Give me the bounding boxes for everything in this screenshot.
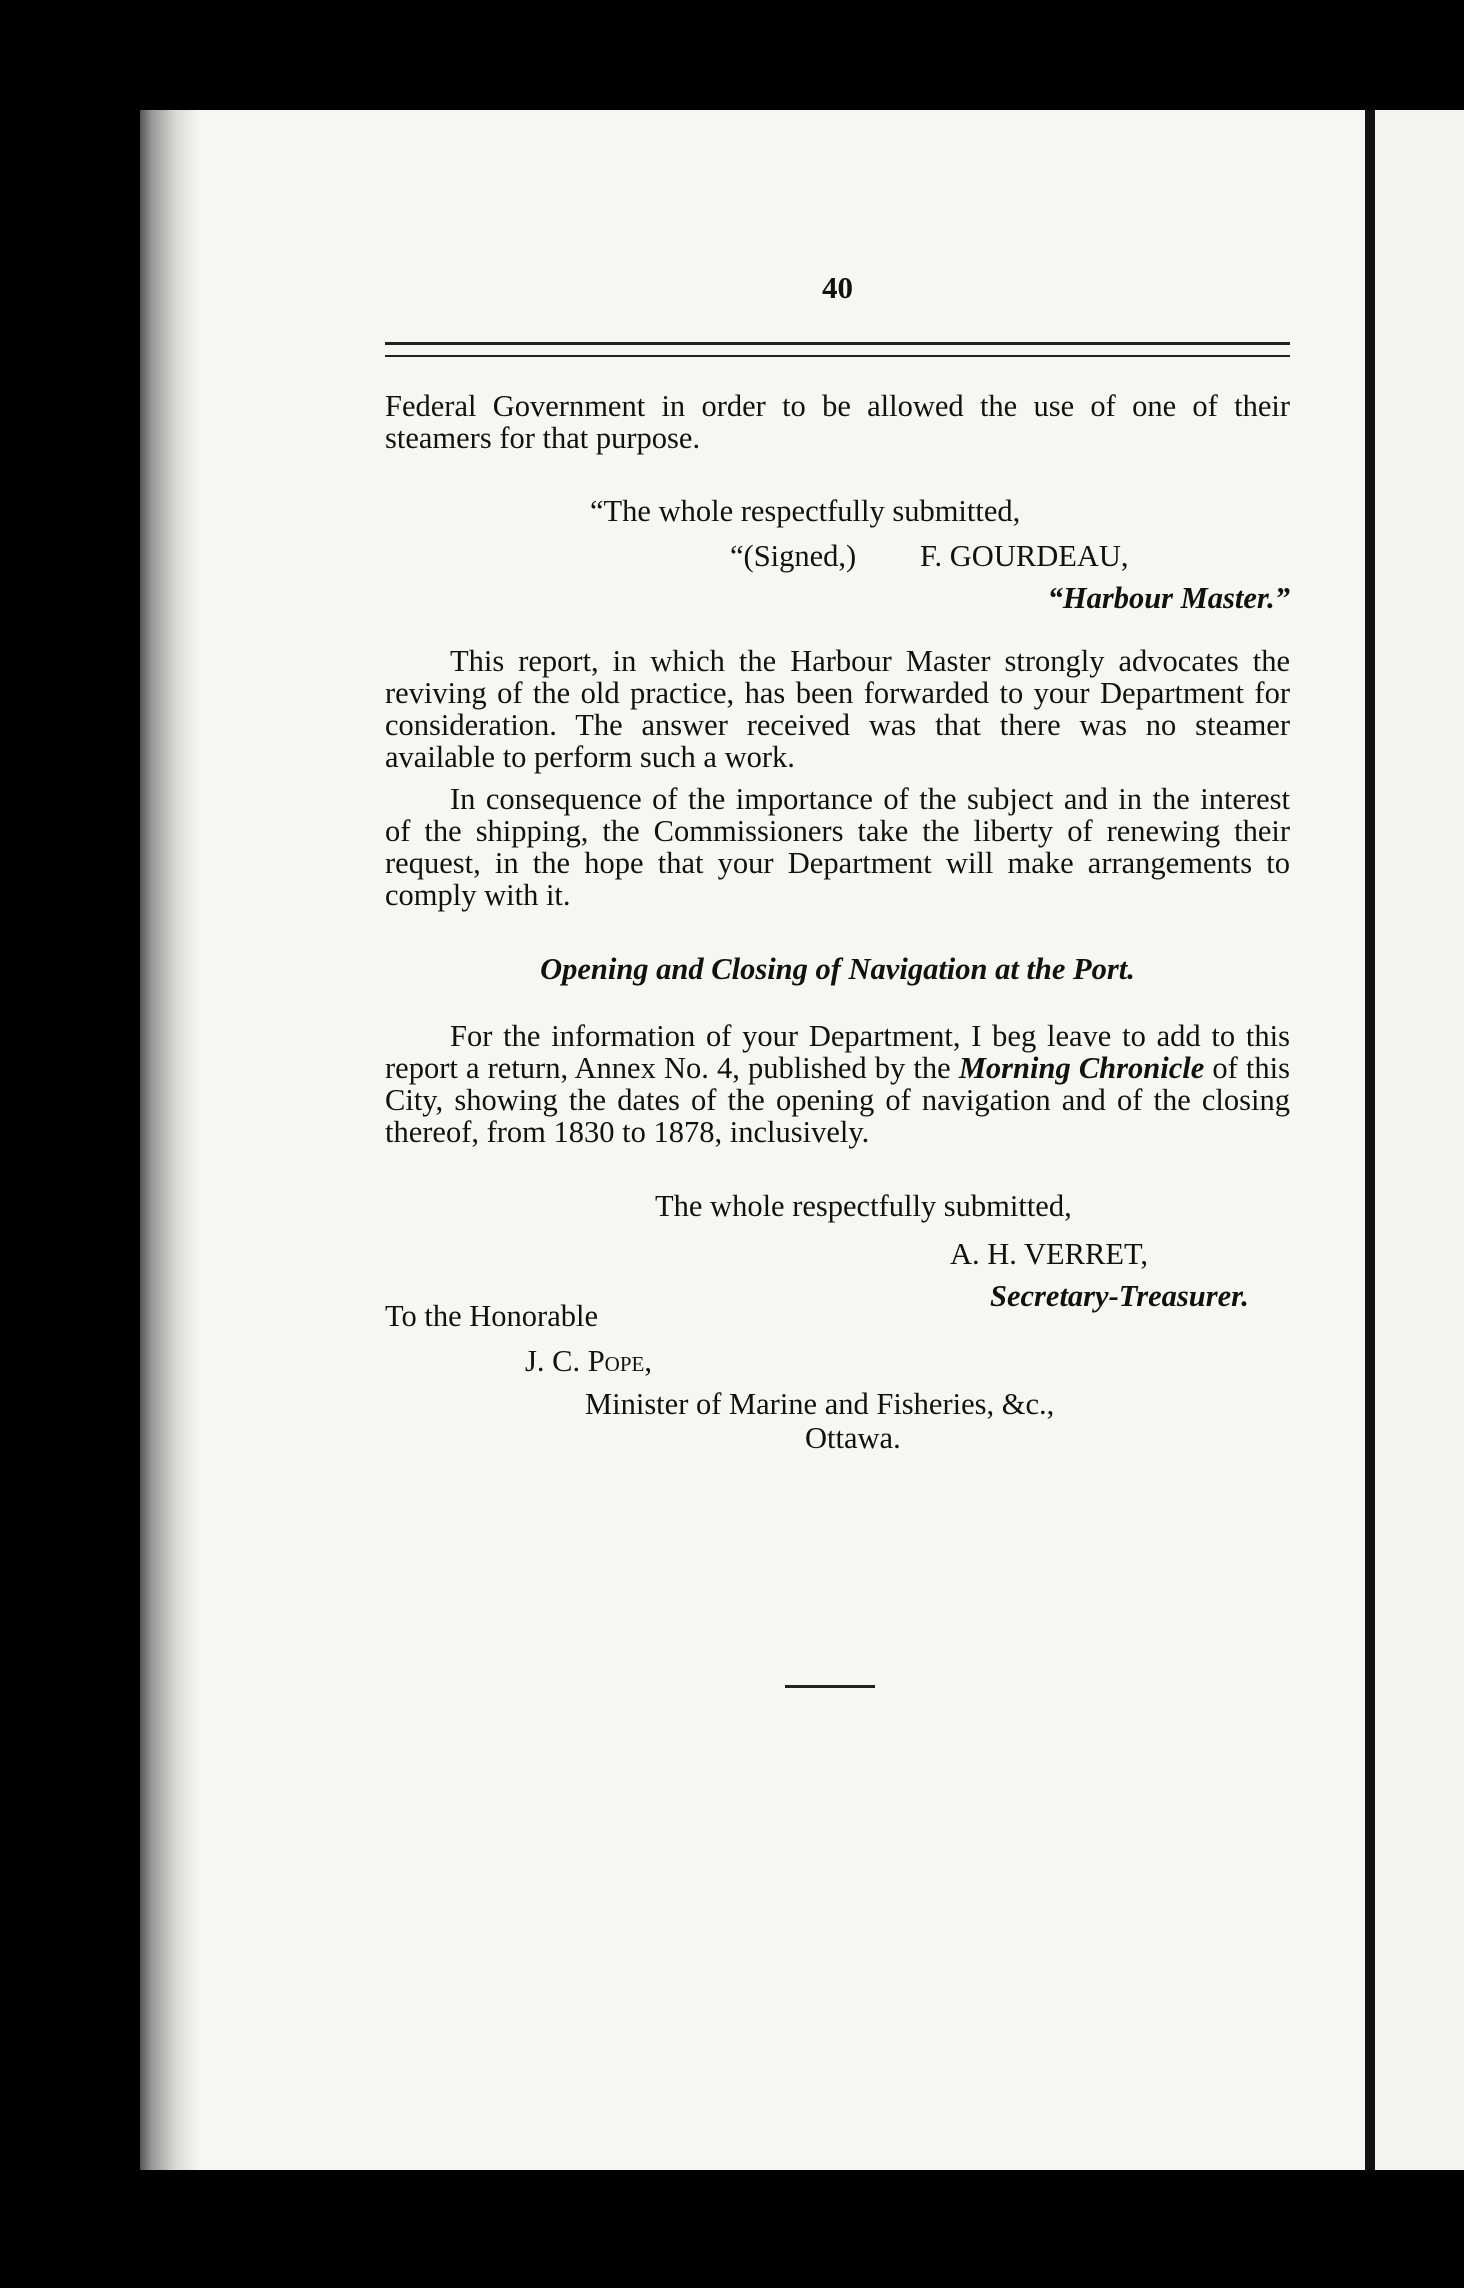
end-rule bbox=[785, 1685, 875, 1688]
section-heading bbox=[385, 953, 1290, 985]
author-name: A. H. VERRET, bbox=[950, 1237, 1148, 1271]
paragraph-report: This report, in which the Harbour Master strongly advocates the reviving of the old practice, has been forwarded to your Department for consideration. The answer received was that there was no steamer available to perform such a work. bbox=[385, 644, 1290, 774]
signed-title-text: “Harbour Master.” bbox=[1047, 581, 1290, 615]
signed-label: “(Signed,) bbox=[730, 539, 857, 573]
section-heading-text: Opening and Closing of Navigation at the Port. bbox=[540, 952, 1135, 986]
address-role: Minister of Marine and Fisheries, &c., bbox=[585, 1387, 1055, 1421]
paragraph-continuation: Federal Government in order to be allowed the use of one of their steamers for that purpose. bbox=[385, 389, 1290, 455]
address-name: J. C. Pope, bbox=[525, 1344, 652, 1378]
signed-title bbox=[385, 582, 1290, 614]
header-rule bbox=[385, 342, 1290, 357]
paragraph-information-start: For the information of your Department, I beg leave to add to this report a return, Annex No. 4, published by the bbox=[385, 1019, 1290, 1085]
adjacent-page-strip bbox=[1375, 110, 1464, 2170]
quote-line: “The whole respectfully submitted, bbox=[590, 494, 1021, 528]
paragraph-consequence: In consequence of the importance of the subject and in the interest of the shipping, the Commissioners take the liberty of renewing their request, in the hope that your Department will make arrangements to comply with it. bbox=[385, 782, 1290, 912]
paragraph-information-end: of this City, showing the dates of the opening of navigation and of the closing thereof, from 1830 to 1878, inclusively. bbox=[385, 1051, 1290, 1149]
address-city: Ottawa. bbox=[805, 1421, 901, 1455]
author-title-text: Secretary-Treasurer. bbox=[990, 1279, 1249, 1313]
address-to: To the Honorable bbox=[385, 1299, 598, 1333]
author-title bbox=[990, 1280, 1290, 1312]
newspaper-name: Morning Chronicle bbox=[958, 1051, 1205, 1085]
closing-line: The whole respectfully submitted, bbox=[655, 1189, 1072, 1223]
page-number: 40 bbox=[822, 270, 853, 305]
page-binding-edge bbox=[140, 110, 200, 2170]
signed-name: F. GOURDEAU, bbox=[920, 539, 1129, 573]
paragraph-information bbox=[385, 1020, 1290, 1148]
